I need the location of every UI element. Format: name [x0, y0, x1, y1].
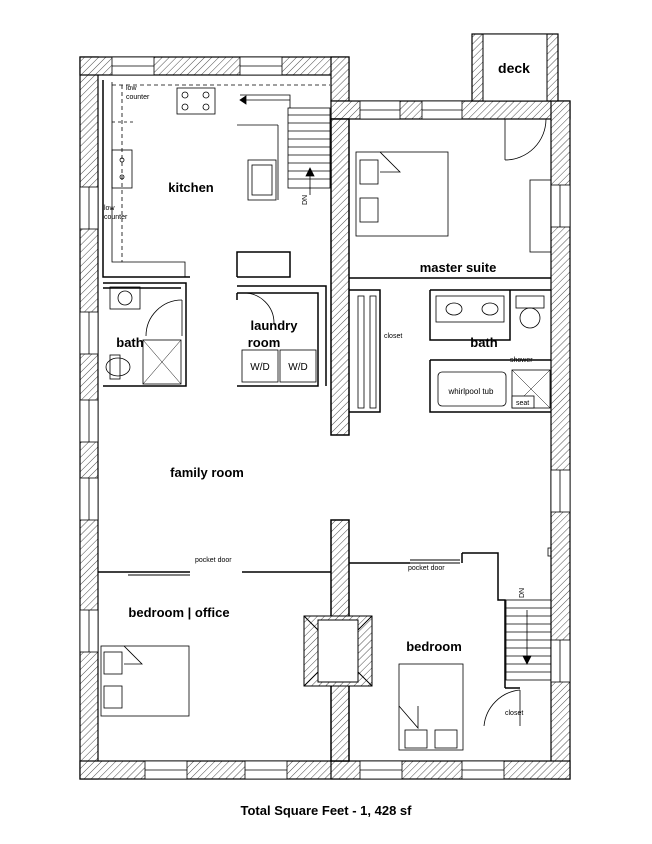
kitchen-label: kitchen: [168, 180, 214, 195]
dn-label-top: DN: [302, 194, 309, 205]
pocket-door-right-label: pocket door: [408, 565, 445, 572]
master-suite-label: master suite: [419, 260, 497, 275]
bath-left-label: bath: [116, 335, 144, 350]
master-dresser: [530, 180, 551, 252]
kitchen-counters: [112, 82, 330, 277]
closet-master-label: closet: [384, 333, 403, 340]
deck-label: deck: [498, 60, 530, 76]
family-room-label: family room: [170, 465, 244, 480]
pocket-door-left-label: pocket door: [195, 557, 232, 564]
fireplace: [304, 616, 372, 686]
total-square-feet: Total Square Feet - 1, 428 sf: [240, 803, 412, 818]
stair-top: [237, 95, 330, 200]
master-closet: [358, 296, 376, 408]
closet-bedroom-label: closet: [505, 710, 524, 717]
bedroom-bed: [399, 664, 463, 750]
low-counter-side-line2: counter: [104, 214, 128, 221]
office-bed: [101, 646, 189, 716]
laundry-room-label-line2: room: [247, 335, 281, 350]
low-counter-top-line1: low: [126, 85, 137, 92]
seat-label: seat: [516, 400, 530, 407]
wd-label-2: W/D: [288, 362, 308, 373]
laundry-room-label-line1: laundry: [250, 318, 298, 333]
dn-label-bottom: DN: [519, 587, 526, 598]
whirlpool-tub-label: whirlpool tub: [448, 387, 494, 396]
master-bed: [356, 152, 448, 236]
wd-label-1: W/D: [250, 362, 270, 373]
bedroom-office-label: bedroom | office: [128, 605, 230, 620]
shower-label: shower: [510, 357, 533, 364]
low-counter-top-line2: counter: [126, 94, 150, 101]
bath-master-label: bath: [470, 335, 498, 350]
low-counter-side-line1: low: [104, 205, 115, 212]
deck: [472, 34, 558, 101]
master-door: [505, 119, 546, 160]
bedroom-label: bedroom: [406, 639, 462, 654]
stair-bottom: [484, 548, 551, 726]
